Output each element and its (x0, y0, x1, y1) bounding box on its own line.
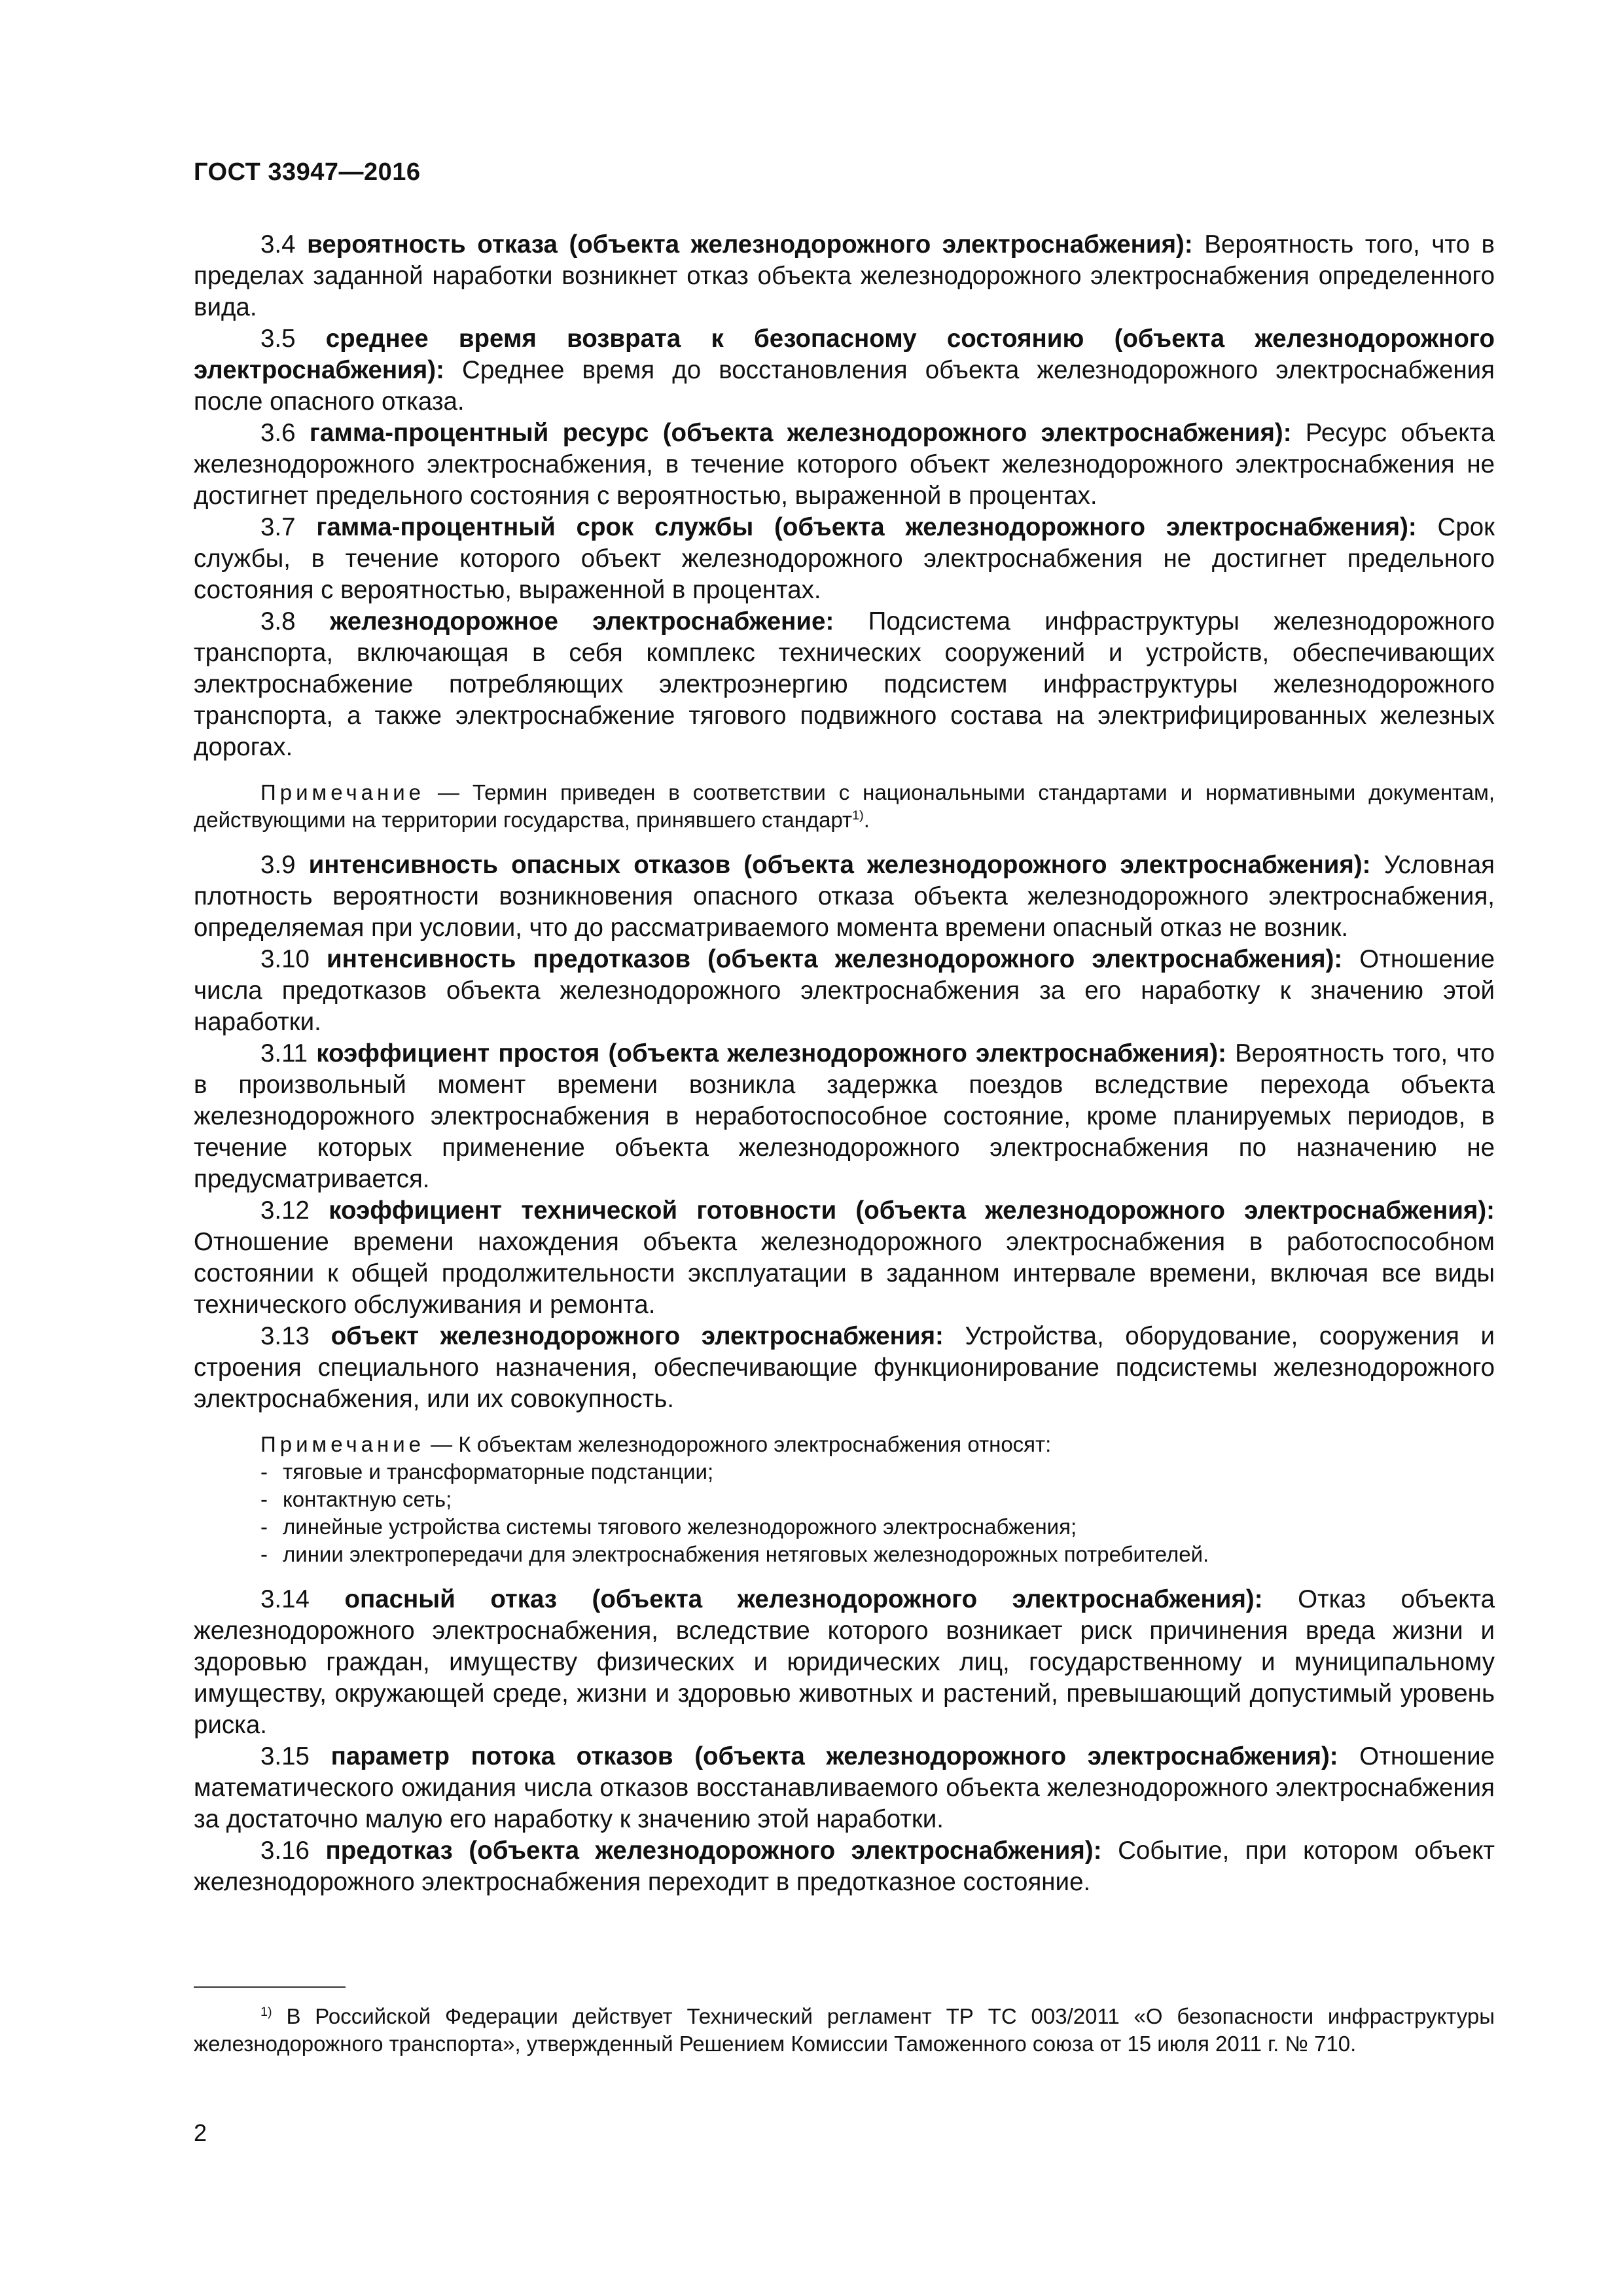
terms-group-b (194, 850, 1495, 1415)
term-number: 3.8 (260, 607, 296, 636)
term-entry (194, 1038, 1495, 1195)
term-entry (194, 944, 1495, 1038)
term-title: коэффициент простоя (объекта железнодорожного электроснабжения): (316, 1039, 1226, 1067)
term-number: 3.4 (260, 230, 296, 259)
term-definition: Условная плотность вероятности возникновения опасного отказа объекта железнодорожного электроснабжения, определяемая при условии, что до рассматриваемого момента времени опасный отказ не возник. (194, 851, 1495, 942)
footnote-ref: 1) (852, 808, 864, 823)
term-definition: Ресурс объекта железнодорожного электроснабжения, в течение которого объект железнодорожного электроснабжения не достигнет предельного состояния с вероятностью, выраженной в процентах. (194, 419, 1495, 510)
term-definition: Вероятность того, что в пределах заданной наработки возникнет отказ объекта железнодорожного электроснабжения определенного вида. (194, 230, 1495, 321)
list-item: - линейные устройства системы тягового железнодорожного электроснабжения; (260, 1515, 1077, 1539)
term-title: предотказ (объекта железнодорожного электроснабжения): (325, 1837, 1102, 1865)
term-title: параметр потока отказов (объекта железнодорожного электроснабжения): (330, 1742, 1338, 1770)
footnote-divider (194, 1986, 346, 1988)
note-text: — К объектам железнодорожного электроснабжения относят: (425, 1432, 1052, 1456)
footnote (194, 2003, 1495, 2058)
terms-group-c (194, 1584, 1495, 1898)
term-entry (194, 1741, 1495, 1835)
term-number: 3.13 (260, 1322, 310, 1350)
term-definition: Отказ объекта железнодорожного электроснабжения, вследствие которого возникает риск причинения вреда жизни и здоровью граждан, имуществу физических и юридических лиц, государственному и муниципальному имуществу, окружающей среде, жизни и здоровью животных и растений, превышающий допустимый уровень риска. (194, 1585, 1495, 1739)
term-entry (194, 1195, 1495, 1321)
term-definition: Вероятность того, что в произвольный момент времени возникла задержка поездов вследствие перехода объекта железнодорожного электроснабжения в неработоспособное состояние, кроме планируемых периодов, в течение которых применение объекта железнодорожного электроснабжения по назначению не предусматривается. (194, 1039, 1495, 1193)
term-entry (194, 229, 1495, 323)
term-entry (194, 418, 1495, 512)
term-entry (194, 1835, 1495, 1898)
term-definition: Событие, при котором объект железнодорожного электроснабжения переходит в предотказное состояние. (194, 1837, 1495, 1896)
term-title: среднее время возврата к безопасному состоянию (объекта железнодорожного электроснабжения): (194, 325, 1495, 384)
footnote-text: В Российской Федерации действует Технический регламент ТР ТС 003/2011 «О безопасности инфраструктуры железнодорожного транспорта», утвержденный Решением Комиссии Таможенного союза от 15 июля 2011 г. № 710. (194, 2004, 1495, 2056)
term-number: 3.5 (260, 325, 296, 353)
term-number: 3.9 (260, 851, 296, 879)
list-item: - линии электропередачи для электроснабжения нетяговых железнодорожных потребителей. (260, 1542, 1209, 1566)
term-title: объект железнодорожного электроснабжения: (330, 1322, 944, 1350)
term-entry (194, 512, 1495, 606)
term-number: 3.14 (260, 1585, 310, 1613)
document-header: ГОСТ 33947—2016 (194, 158, 421, 186)
term-number: 3.11 (260, 1039, 308, 1067)
term-definition: Подсистема инфраструктуры железнодорожного транспорта, включающая в себя комплекс технических сооружений и устройств, обеспечивающих электроснабжение потребляющих электроэнергию подсистем инфраструктуры железнодорожного транспорта, а также электроснабжение тягового подвижного состава на электрифицированных железных дорогах. (194, 607, 1495, 761)
term-definition: Среднее время до восстановления объекта железнодорожного электроснабжения после опасного отказа. (194, 356, 1495, 416)
term-number: 3.16 (260, 1837, 310, 1865)
term-number: 3.10 (260, 945, 310, 973)
term-definition: Отношение времени нахождения объекта железнодорожного электроснабжения в работоспособном состоянии к общей продолжительности эксплуатации в заданном интервале времени, включая все виды технического обслуживания и ремонта. (194, 1228, 1495, 1319)
term-number: 3.6 (260, 419, 296, 447)
term-title: вероятность отказа (объекта железнодорожного электроснабжения): (307, 230, 1193, 259)
term-number: 3.12 (260, 1196, 310, 1225)
note-2 (194, 1431, 1495, 1568)
list-item: - контактную сеть; (260, 1487, 452, 1511)
term-title: интенсивность предотказов (объекта железнодорожного электроснабжения): (327, 945, 1343, 973)
note-label: Примечание (260, 1432, 425, 1456)
term-definition: Срок службы, в течение которого объект железнодорожного электроснабжения не достигнет предельного состояния с вероятностью, выраженной в процентах. (194, 513, 1495, 604)
term-entry (194, 850, 1495, 944)
term-entry (194, 1321, 1495, 1415)
term-entry (194, 323, 1495, 418)
term-title: гамма-процентный ресурс (объекта железнодорожного электроснабжения): (309, 419, 1292, 447)
list-item: - тяговые и трансформаторные подстанции; (260, 1460, 714, 1484)
term-title: железнодорожное электроснабжение: (329, 607, 834, 636)
note-list (194, 1458, 1495, 1568)
note-text: — Термин приведен в соответствии с национальными стандартами и нормативными документам, действующими на территории государства, принявшего стандарт (194, 780, 1495, 832)
term-title: коэффициент технической готовности (объекта железнодорожного электроснабжения): (329, 1196, 1495, 1225)
term-title: опасный отказ (объекта железнодорожного электроснабжения): (344, 1585, 1263, 1613)
footnote-marker: 1) (260, 2005, 272, 2019)
term-entry (194, 1584, 1495, 1741)
term-number: 3.7 (260, 513, 296, 541)
terms-group-a (194, 229, 1495, 763)
note-1: Примечание — Термин приведен в соответствии с национальными стандартами и нормативными документам, действующими на территории государства, принявшего стандарт$^{1)}$. (194, 780, 1495, 832)
term-definition: Отношение числа предотказов объекта железнодорожного электроснабжения за его наработку к значению этой наработки. (194, 945, 1495, 1036)
term-definition: Отношение математического ожидания числа отказов восстанавливаемого объекта железнодорожного электроснабжения за достаточно малую его наработку к значению этой наработки. (194, 1742, 1495, 1833)
note-label: Примечание (260, 780, 425, 804)
term-entry (194, 606, 1495, 763)
page-number: 2 (194, 2119, 207, 2146)
document-body (194, 229, 1495, 1898)
term-definition: Устройства, оборудование, сооружения и строения специального назначения, обеспечивающие функционирование подсистемы железнодорожного электроснабжения, или их совокупность. (194, 1322, 1495, 1413)
term-title: гамма-процентный срок службы (объекта железнодорожного электроснабжения): (316, 513, 1417, 541)
term-number: 3.15 (260, 1742, 310, 1770)
term-title: интенсивность опасных отказов (объекта железнодорожного электроснабжения): (308, 851, 1371, 879)
